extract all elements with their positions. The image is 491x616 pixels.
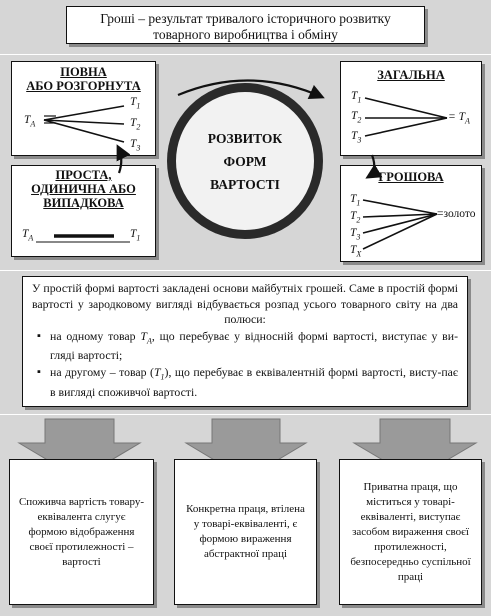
bullet-2-text-a: на другому – товар ( bbox=[50, 364, 154, 379]
paragraph-bullets bbox=[32, 329, 458, 401]
full-form-title-1: ПОВНА bbox=[60, 65, 107, 79]
bottom-box-1 bbox=[9, 459, 154, 605]
header-line1: Гроші – результат тривалого історичного розвитку bbox=[100, 11, 391, 26]
left-arrow bbox=[118, 147, 121, 173]
bottom-box-1-text: Споживча вартість товару-еквівалента слугує формою відображення своєї протилежності – вартості bbox=[18, 495, 145, 568]
simple-form-right-label: $T_1$ bbox=[130, 228, 141, 243]
bullet-2-text-b: ), що перебуває в еквівалентній формі вартості, висту-пає в вигляді споживчої вартості. bbox=[50, 364, 458, 399]
general-form-left-label-2: $T_2$ bbox=[351, 110, 362, 125]
bullet-2-marker: ▪ bbox=[37, 365, 41, 378]
bullet-2 bbox=[32, 365, 458, 400]
general-form-right-label: = $T_A$ bbox=[448, 111, 470, 126]
simple-form-title-1: ПРОСТА, bbox=[55, 168, 112, 182]
bottom-box-2-text: Конкретна праця, втілена у товарі-еквіваленті, є формою вираження абстрактної праці bbox=[186, 503, 305, 560]
center-label-3: ВАРТОСТІ bbox=[210, 177, 280, 192]
money-form-left-label-4: $T_X$ bbox=[350, 244, 362, 259]
money-form-left-label-1: $T_1$ bbox=[350, 193, 361, 208]
general-form-left-label-3: $T_3$ bbox=[351, 130, 362, 145]
paragraph-panel bbox=[0, 271, 491, 414]
header-box bbox=[66, 6, 425, 44]
center-label-2: ФОРМ bbox=[223, 154, 267, 169]
full-form-title-2: АБО РОЗГОРНУТА bbox=[26, 79, 141, 93]
bullet-1-text-b: , що перебуває у відносній формі вартості, виступає у ви-гляді вартості; bbox=[50, 328, 458, 363]
simple-form-title-3: ВИПАДКОВА bbox=[43, 196, 124, 210]
bullet-2-symbol: $T_1$ bbox=[153, 364, 165, 382]
money-form-title: ГРОШОВА bbox=[378, 170, 444, 184]
bullet-1-symbol: $T_A$ bbox=[140, 328, 152, 345]
header-panel bbox=[0, 0, 491, 54]
full-form-right-label-1: $T_1$ bbox=[130, 96, 141, 111]
money-form-left-label-2: $T_2$ bbox=[350, 210, 361, 225]
general-form-left-label-1: $T_1$ bbox=[351, 90, 362, 105]
simple-form-left-label: $T_A$ bbox=[22, 228, 34, 243]
general-form-title: ЗАГАЛЬНА bbox=[377, 68, 445, 82]
bottom-box-2 bbox=[174, 459, 317, 605]
header-line2: товарного виробництва і обміну bbox=[153, 27, 338, 42]
paragraph-intro: У простій формі вартості закладені основи майбутніх грошей. Саме в простій формі вартості у зародковому вигляді відбувається розпад усього товарного світу на два полюси: bbox=[32, 281, 458, 326]
center-label bbox=[180, 127, 310, 196]
right-arrow bbox=[368, 155, 374, 177]
bottom-box-3-text: Приватна праця, що міститься у товарі-еквіваленті, виступає засобом вираження своєї протилежності, безпосередньо суспільної праці bbox=[350, 480, 471, 583]
simple-form-title-2: ОДИНИЧНА АБО bbox=[31, 182, 136, 196]
center-label-1: РОЗВИТОК bbox=[207, 131, 283, 146]
money-form-right-label: =золото bbox=[437, 208, 476, 220]
paragraph-box bbox=[22, 276, 468, 407]
full-form-left-label: $T_A$ bbox=[24, 114, 36, 129]
full-form-right-label-2: $T_2$ bbox=[130, 117, 141, 132]
full-form-right-label-3: $T_3$ bbox=[130, 138, 141, 153]
bottom-box-3 bbox=[339, 459, 482, 605]
money-form-left-label-3: $T_3$ bbox=[350, 227, 361, 242]
bullet-1 bbox=[32, 329, 458, 364]
bullet-1-text-a: на одному товар bbox=[50, 328, 141, 343]
bullet-1-marker: ▪ bbox=[37, 329, 41, 342]
